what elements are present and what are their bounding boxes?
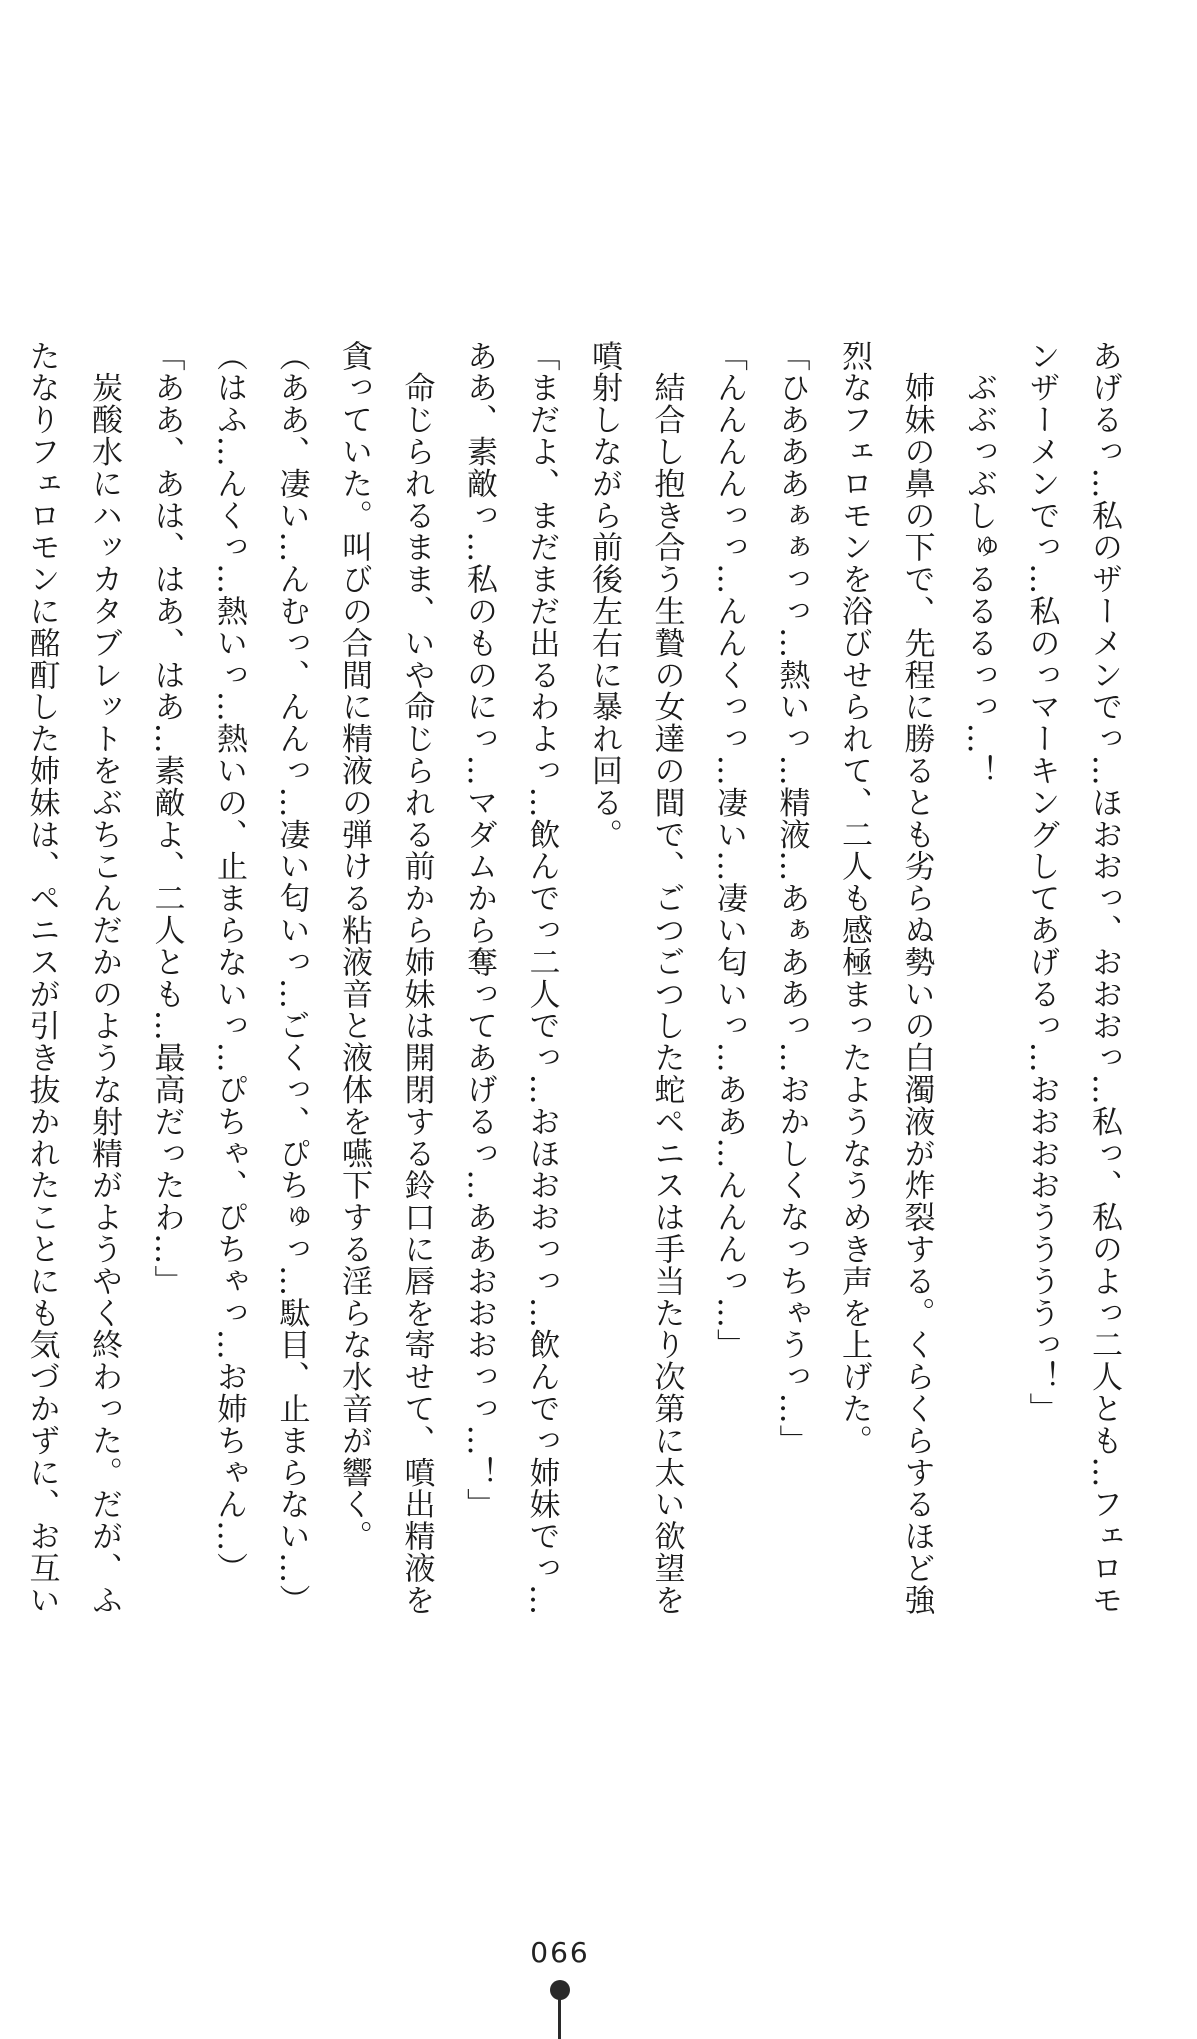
text-line: 烈なフェロモンを浴びせられて、二人も感極まったようなうめき声を上げた。	[836, 340, 872, 1457]
text-line: たなりフェロモンに酩酊した姉妹は、ペニスが引き抜かれたことにも気づかずに、お互い	[23, 340, 60, 1616]
text-line: 命じられるまま、いや命じられる前から姉妹は開閉する鈴口に唇を寄せて、噴出精液を	[398, 340, 435, 1616]
text-line: 結合し抱き合う生贄の女達の間で、ごつごつした蛇ペニスは手当たり次第に太い欲望を	[648, 340, 685, 1616]
text-line: （はふ…んくっ…熱いっ…熱いの、止まらないっ…ぴちゃ、ぴちゃっ…お姉ちゃん…）	[211, 340, 247, 1585]
text-line: あげるっ…私のザーメンでっ…ほおおっ、おおおっ…私っ、私のよっ二人とも…フェロモ	[1086, 340, 1122, 1616]
text-line: 「ああ、あは、はあ、はあ…素敵よ、二人とも…最高だったわ…」	[148, 340, 185, 1297]
text-line: （ああ、凄い…んむっ、んんっ…凄い匂いっ…ごくっ、ぴちゅっ…駄目、止まらない…）	[273, 340, 310, 1616]
page-number: 066	[530, 1936, 590, 1969]
text-line: ぶぶっぶしゅるるるっっ…！	[961, 340, 997, 787]
vertical-text-body	[23, 340, 1135, 1700]
text-line: ンザーメンでっ…私のっマーキングしてあげるっ…おおおおううううっ！」	[1023, 340, 1060, 1425]
text-line: 噴射しながら前後左右に暴れ回る。	[586, 340, 622, 851]
text-line: 貪っていた。叫びの合間に精液の弾ける粘液音と液体を嚥下する淫らな水音が響く。	[336, 340, 372, 1553]
text-line: 姉妹の鼻の下で、先程に勝るとも劣らぬ勢いの白濁液が炸裂する。くらくらするほど強	[898, 340, 935, 1616]
text-line: 「まだよ、まだまだ出るわよっ…飲んでっ二人でっ…おほおおっっ…飲んでっ姉妹でっ…	[523, 340, 560, 1616]
text-line: 「ひあああぁぁっっ…熱いっ…精液…あぁああっ…おかしくなっちゃうっ…」	[773, 340, 810, 1457]
text-line: ああ、素敵っ…私のものにっ…マダムから奪ってあげるっ…ああおおおっっ…！」	[461, 340, 497, 1521]
text-line: 炭酸水にハッカタブレットをぶちこんだかのような射精がようやく終わった。だが、ふ	[86, 340, 122, 1616]
folio-rule	[558, 1994, 561, 2039]
text-line: 「んんんんっっ…んんくっっ…凄い…凄い匂いっ…ああ…んんんっ…」	[711, 340, 747, 1361]
folio-ornament	[555, 1980, 565, 2039]
